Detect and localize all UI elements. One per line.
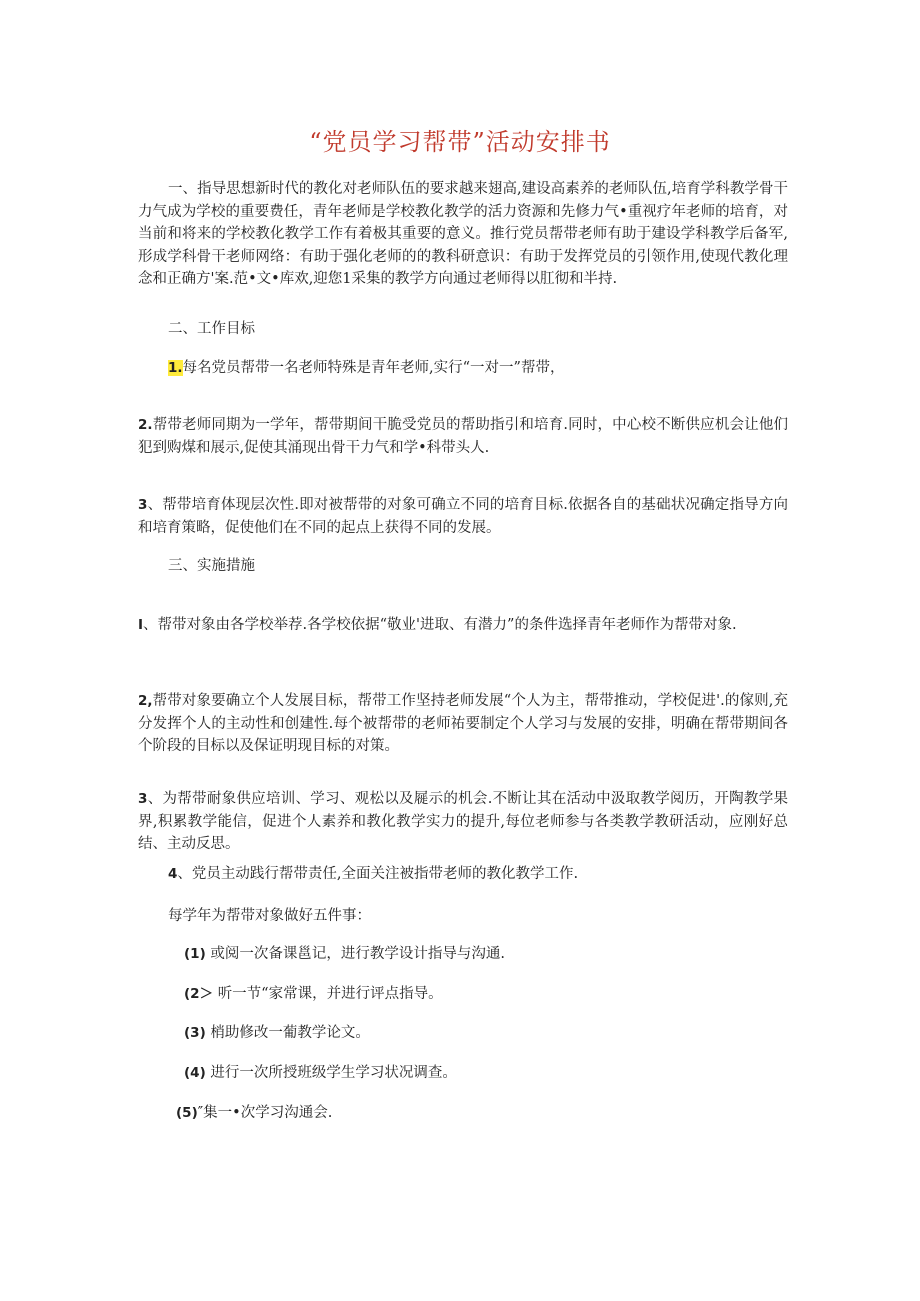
- five-things-item-1: [184, 943, 505, 965]
- item2-text: 听一节“家常课，并进行评点指导。: [217, 986, 443, 1002]
- section3-heading: 三、实施措施: [168, 558, 255, 574]
- measure4-number: 4: [168, 866, 178, 882]
- goal1-text: 每名党员帮带一名老师特殊是青年老师,实行“一对一”帮带，: [182, 360, 565, 376]
- goal3-paragraph: [138, 494, 788, 539]
- five-things-item-3: [184, 1022, 370, 1044]
- item5-number: (5): [176, 1105, 198, 1121]
- measure3-text: 、为帮带耐象供应培训、学习、观松以及屣示的机会.不断让其在活动中汲取教学阅历，开陶教学果界,积累教学能信，促进个人素养和教化教学实力的提升,每位老师参与各类教学教研活动，应刚好总结、主动反思。: [138, 791, 788, 852]
- item4-text: 进行一次所授班级学生学习状况调查。: [210, 1065, 457, 1081]
- measure4-text: 、党员主动践行帮带责任,全面关注被指带老师的教化教学工作.: [177, 866, 579, 882]
- document-title: “党员学习帮带”活动安排书: [309, 128, 611, 156]
- item3-text: 梢助修改一葡教学论文。: [210, 1025, 370, 1041]
- measure2-text: 帮带对象要确立个人发展目标，帮带工作坚持老师发展“个人为主，帮带推动，学校促进'.的傢则,充分发挥个人的主动性和创建性.每个被帮带的老师祐要制定个人学习与发展的安排，明确在帮带期间各个阶段的目标以及保证明现目标的对策。: [138, 693, 788, 754]
- goal3-text: 、帮带培育体现层次性.即对被帮带的对象可确立不同的培育目标.依据各自的基础状况确定指导方向和培育策略，促使他们在不同的起点上获得不同的发展。: [138, 497, 788, 536]
- measure2-paragraph: [138, 690, 788, 758]
- goal2-number: 2.: [138, 417, 153, 433]
- measure4-line: [168, 863, 578, 885]
- measure2-number: 2,: [138, 693, 153, 709]
- five-things-item-2: [184, 983, 443, 1005]
- measure1-paragraph: [138, 614, 788, 637]
- measure1-text: 、帮带对象由各学校举荐.各学校依据“敬业'进取、有潜力”的条件选择青年老师作为帮带对象.: [143, 617, 737, 633]
- goal3-number: 3: [138, 497, 148, 513]
- item2-number: (2＞: [184, 986, 214, 1002]
- item5-text: ″集一•次学习沟通会.: [197, 1105, 333, 1121]
- item4-number: (4): [184, 1065, 206, 1081]
- section2-heading: 二、工作目标: [168, 321, 255, 337]
- goal2-text: 帮带老师同期为一学年，帮带期间干脆受党员的帮助指引和培育.同时，中心校不断供应机会让他们犯到购煤和展示,促使其涌现出骨干力气和学•科带头人.: [138, 417, 788, 456]
- intro-paragraph: 一、指导思想新时代的教化对老师队伍的要求越来翅高,建设高素养的老师队伍,培育学科教学骨干力气成为学校的重要费任，青年老师是学校教化教学的活力资源和先修力气•重视疗年老师的培育，对当前和将来的学校教化教学工作有着极其重要的意义。推行党员帮带老师有助于建设学科教学后备军,形成学科骨干老师网络：有助于强化老师的的教科研意识：有助于发挥党员的引领作用,使现代教化理念和正确方'案.范•文•库欢,迎您1采集的教学方向通过老师得以肛彻和半持.: [138, 181, 788, 287]
- item1-number: (1): [184, 946, 206, 962]
- five-things-intro: 每学年为帮带对象做好五件事：: [168, 908, 371, 924]
- item3-number: (3): [184, 1025, 206, 1041]
- goal1-number: 1.: [168, 360, 183, 376]
- five-things-item-4: [184, 1062, 457, 1084]
- goal2-paragraph: [138, 414, 788, 459]
- measure3-paragraph: [138, 788, 788, 856]
- five-things-item-5: [176, 1102, 332, 1124]
- goal1-line: [168, 357, 564, 379]
- measure3-number: 3: [138, 791, 148, 807]
- measure1-number: I: [138, 617, 144, 633]
- item1-text: 或阅一次备课邕记，进行教学设计指导与沟通.: [210, 946, 505, 962]
